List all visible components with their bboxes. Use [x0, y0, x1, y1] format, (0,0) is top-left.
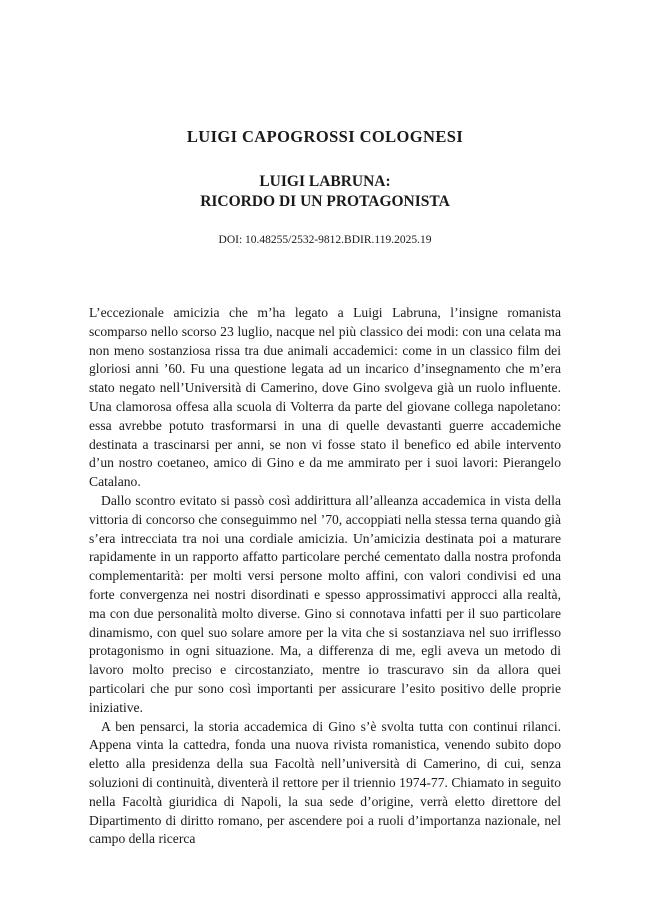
- title-line-2: RICORDO DI UN PROTAGONISTA: [200, 193, 450, 210]
- paragraph-2: Dallo scontro evitato si passò così addirittura all’alleanza accademica in vista della vittoria di concorso che conseguimmo nel ’70, accoppiati nella stessa terna quando già s’era intrecciata tra noi una cordiale amicizia. Un’amicizia destinata poi a maturare rapidamente in un rapporto affatto particolare perché cementato dalla nostra profonda complementarità: per molti versi persone molto affini, con valori condivisi ed una forte convergenza nei nostri disordinati e spesso approssimativi approcci alla realtà, ma con due personalità molto diverse. Gino si connotava infatti per il suo particolare dinamismo, con quel suo solare amore per la vita che si sostanziava nel suo irriflesso protagonismo in ogni situazione. Ma, a differenza di me, egli aveva un metodo di lavoro molto preciso e circostanziato, mentre io trascuravo sin da allora quei particolari che pur sono così importanti per assicurare l’esito positivo delle proprie iniziative.: [89, 492, 561, 715]
- paragraph-1: L’eccezionale amicizia che m’ha legato a Luigi Labruna, l’insigne romanista scomparso nello scorso 23 luglio, nacque nel più classico dei modi: con una celata ma non meno sostanziosa rissa tra due animali accademici: come in un classico film dei gloriosi anni ’60. Fu una questione legata ad un incarico d’insegnamento che m’era stato negato nell’Università di Camerino, dove Gino svolgeva già un ruolo influente. Una clamorosa offesa alla scuola di Volterra da parte del giovane collega napoletano: essa avrebbe potuto trasformarsi in una di quelle devastanti guerre accademiche destinata a trascinarsi per anni, se non vi fosse stato il benefico ed abile intervento d’un nostro coetaneo, amico di Gino e da me ammirato per i suoi lavori: Pierangelo Catalano.: [89, 305, 561, 490]
- article-title: [0, 172, 650, 212]
- paragraph-3: A ben pensarci, la storia accademica di Gino s’è svolta tutta con continui rilanci. Appena vinta la cattedra, fonda una nuova rivista romanistica, venendo subito dopo eletto alla presidenza della sua Facoltà nell’università di Camerino, di cui, senza soluzioni di continuità, diventerà il rettore per il triennio 1974-77. Chiamato in seguito nella Facoltà giuridica di Napoli, la sua sede d’origine, verrà eletto direttore del Dipartimento di diritto romano, per ascendere poi a ruoli d’importanza nazionale, nel campo della ricerca: [89, 718, 561, 847]
- title-line-1: LUIGI LABRUNA:: [259, 173, 391, 190]
- author-name: LUIGI CAPOGROSSI COLOGNESI: [186, 127, 464, 146]
- doi-identifier: DOI: 10.48255/2532-9812.BDIR.119.2025.19: [218, 234, 432, 246]
- article-body: [89, 304, 561, 849]
